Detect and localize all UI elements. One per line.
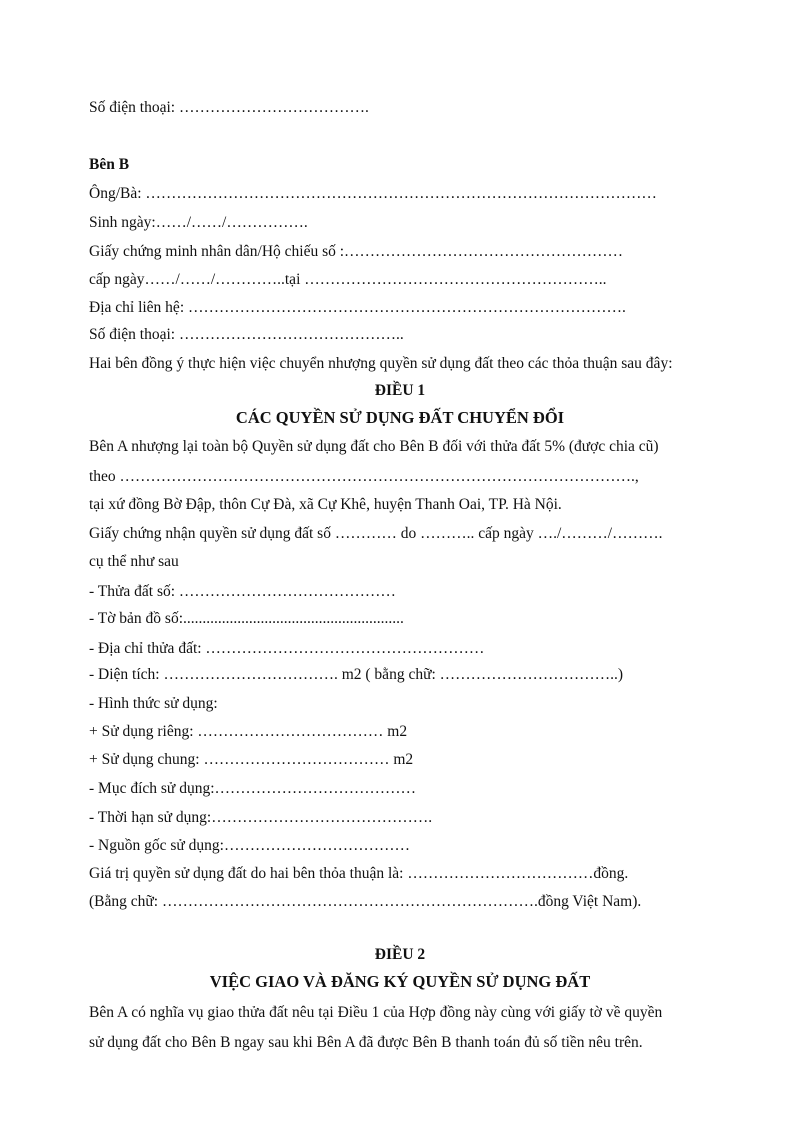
article-1-line: theo ………………………………………………………………………………………., (89, 468, 639, 485)
article-1-line: - Mục đích sử dụng:………………………………… (89, 780, 416, 797)
article-2-number: ĐIỀU 2 (374, 946, 426, 963)
party-b-phone: Số điện thoại: …………………………………….. (89, 326, 404, 343)
party-b-heading: Bên B (89, 156, 130, 173)
article-1-line: - Thửa đất số: …………………………………… (89, 583, 396, 600)
article-1-line: cụ thể như sau (89, 553, 179, 570)
article-1-line: tại xứ đồng Bờ Đập, thôn Cự Đà, xã Cự Khê, huyện Thanh Oai, TP. Hà Nội. (89, 496, 562, 513)
article-1-line: - Hình thức sử dụng: (89, 695, 218, 712)
article-1-line: + Sử dụng chung: ……………………………… m2 (89, 751, 414, 768)
article-2-title: VIỆC GIAO VÀ ĐĂNG KÝ QUYỀN SỬ DỤNG ĐẤT (209, 972, 591, 991)
article-1-line: (Bằng chữ: ……………………………………………………………….đồng Việt Nam). (89, 893, 642, 910)
article-1-title: CÁC QUYỀN SỬ DỤNG ĐẤT CHUYỂN ĐỔI (235, 408, 565, 427)
party-b-name: Ông/Bà: ……………………………………………………………………………………… (89, 185, 657, 202)
article-2-line: Bên A có nghĩa vụ giao thửa đất nêu tại Điều 1 của Hợp đồng này cùng với giấy tờ về quyền (89, 1004, 663, 1021)
article-1-line: - Thời hạn sử dụng:……………………………………. (89, 809, 433, 826)
party-b-issued: cấp ngày……/……/…………..tại ………………………………………………….. (89, 271, 607, 288)
party-b-address: Địa chỉ liên hệ: …………………………………………………………………………. (89, 299, 626, 316)
article-1-number: ĐIỀU 1 (374, 382, 426, 399)
article-1-line: - Địa chỉ thửa đất: ……………………………………………… (89, 640, 485, 657)
article-2-line: sử dụng đất cho Bên B ngay sau khi Bên A đã được Bên B thanh toán đủ số tiền nêu trên. (89, 1034, 643, 1051)
article-1-line: Giấy chứng nhận quyền sử dụng đất số ………… do ……….. cấp ngày …./………/………. (89, 525, 663, 542)
party-b-id-number: Giấy chứng minh nhân dân/Hộ chiếu số :……………………………………………… (89, 243, 624, 260)
article-1-line: - Tờ bản đồ số:......................................................... (89, 610, 404, 627)
article-1-line: - Nguồn gốc sử dụng:……………………………… (89, 837, 410, 854)
party-b-birth: Sinh ngày:……/……/……………. (89, 214, 308, 231)
article-1-line: Giá trị quyền sử dụng đất do hai bên thỏa thuận là: ………………………………đồng. (89, 865, 629, 882)
agreement-statement: Hai bên đồng ý thực hiện việc chuyển nhượng quyền sử dụng đất theo các thỏa thuận sau đây: (89, 355, 673, 372)
article-1-line: - Diện tích: ……………………………. m2 ( bằng chữ: ……………………………..) (89, 666, 624, 683)
article-1-line: + Sử dụng riêng: ……………………………… m2 (89, 723, 408, 740)
party-a-phone: Số điện thoại: ………………………………. (89, 99, 369, 116)
article-1-line: Bên A nhượng lại toàn bộ Quyền sử dụng đất cho Bên B đối với thửa đất 5% (được chia cũ) (89, 438, 659, 455)
